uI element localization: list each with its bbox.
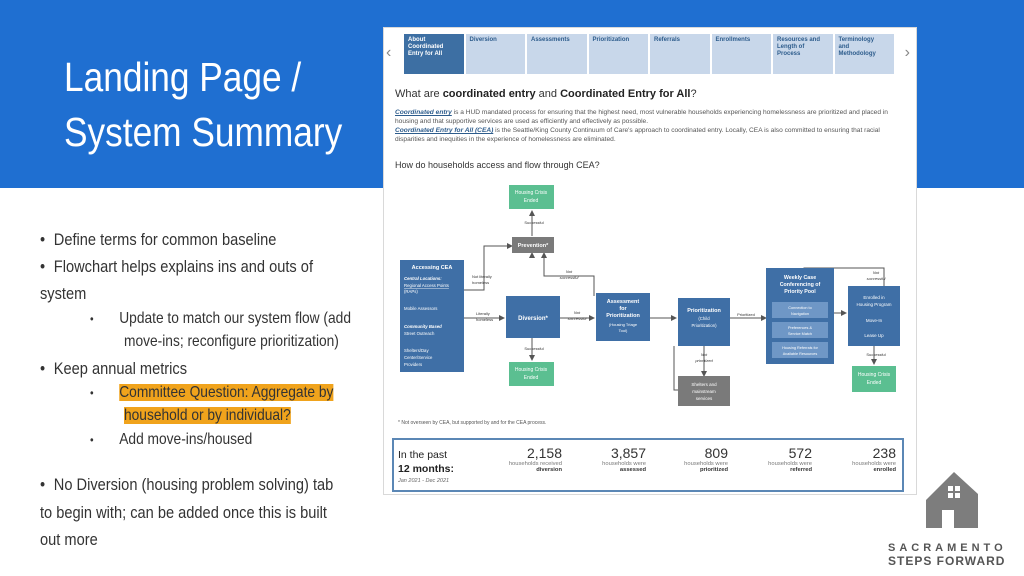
svg-text:Service Match: Service Match xyxy=(787,332,813,336)
svg-text:homeless: homeless xyxy=(476,317,494,322)
tab-enrollments[interactable]: Enrollments xyxy=(712,34,772,74)
bullet-annual-metrics: • Keep annual metrics xyxy=(40,359,188,378)
svg-text:Housing Crisis: Housing Crisis xyxy=(514,367,548,373)
tab-terminology[interactable]: Terminology and Methodology xyxy=(835,34,895,74)
bullet-define-terms: • Define terms for common baseline xyxy=(40,230,277,249)
metric-assessed: 3,857 households were assessed xyxy=(602,445,646,473)
bullet-flowchart-cont: system xyxy=(40,284,87,303)
tab-diversion[interactable]: Diversion xyxy=(466,34,526,74)
svg-text:Not: Not xyxy=(700,352,708,357)
metrics-heading: In the past 12 months: xyxy=(398,449,455,475)
svg-text:Shelters/Day: Shelters/Day xyxy=(404,348,429,353)
svg-text:Regional Access Points: Regional Access Points xyxy=(404,283,449,288)
crisis-ended-top-box xyxy=(509,185,554,209)
title-line-1: Landing Page / xyxy=(64,54,302,100)
subbullet-update-flow: • Update to match our system flow (add xyxy=(90,310,351,327)
tab-assessments[interactable]: Assessments xyxy=(527,34,587,74)
subbullet-move-ins: • Add move-ins/housed xyxy=(90,431,253,448)
dashboard-screenshot xyxy=(383,27,917,495)
question-heading: What are coordinated entry and Coordinated Entry for All? xyxy=(395,88,697,100)
svg-text:Diversion*: Diversion* xyxy=(518,316,548,322)
cea-link[interactable]: Coordinated Entry for All (CEA) xyxy=(395,127,494,134)
svg-text:Prevention*: Prevention* xyxy=(517,243,549,249)
svg-text:Accessing CEA: Accessing CEA xyxy=(411,265,453,271)
metric-enrolled: 238 households were enrolled xyxy=(852,445,896,473)
svg-text:prioritized: prioritized xyxy=(695,358,713,363)
svg-text:successful: successful xyxy=(567,316,587,321)
svg-text:mainstream: mainstream xyxy=(692,389,716,394)
svg-text:Prioritized: Prioritized xyxy=(737,312,755,317)
bullet-flowchart: • Flowchart helps explains ins and outs of xyxy=(40,257,314,276)
subbullet-committee-question-cont: household or by individual? xyxy=(124,407,291,424)
house-logo-icon xyxy=(922,470,982,532)
svg-text:Assessment: Assessment xyxy=(606,299,640,305)
svg-text:Housing Referrals for: Housing Referrals for xyxy=(782,346,818,350)
tab-resources[interactable]: Resources and Length of Process xyxy=(773,34,833,74)
svg-text:successful: successful xyxy=(866,276,886,281)
svg-text:Successful: Successful xyxy=(866,352,886,357)
definition-paragraph: Coordinated entry is a HUD mandated process for ensuring that the highest need, most vulnerable households experiencing homelessness are prioritized and placed in housing and that supportive services are used as efficiently and effectively as possible. Coordinated Entry for All (CEA) is the Seattle/King County Continuum of Care's approach to coordinated entry. Locally, CEA is also committed to ensuring that racial disparities and inequities in the experience of homelessness are eliminated. xyxy=(395,109,888,143)
svg-text:services: services xyxy=(695,396,713,401)
coordinated-entry-link[interactable]: Coordinated entry xyxy=(395,109,452,116)
svg-text:homeless: homeless xyxy=(472,280,490,285)
metric-diversion: 2,158 households received diversion xyxy=(508,445,562,473)
svg-text:Housing Program: Housing Program xyxy=(856,302,892,307)
svg-text:Preferences &: Preferences & xyxy=(787,326,813,330)
footnote: * Not overseen by CEA, but supported by and for the CEA process. xyxy=(398,420,547,426)
prev-arrow-icon[interactable]: ‹ xyxy=(386,44,392,61)
metrics-range: Jan 2021 - Dec 2021 xyxy=(398,478,450,484)
metrics-summary xyxy=(392,438,904,492)
svg-text:successful: successful xyxy=(559,275,579,280)
title-line-2: System Summary xyxy=(64,109,343,155)
svg-text:Mobile Assessors: Mobile Assessors xyxy=(404,306,438,311)
svg-text:Housing Crisis: Housing Crisis xyxy=(857,372,891,378)
svg-text:Prioritization: Prioritization xyxy=(606,313,640,319)
svg-text:(Child: (Child xyxy=(698,316,710,321)
svg-text:Successful: Successful xyxy=(524,220,544,225)
svg-text:Prioritization): Prioritization) xyxy=(691,323,717,328)
svg-text:Not: Not xyxy=(565,269,573,274)
svg-text:(Housing Triage: (Housing Triage xyxy=(608,322,638,327)
slide-title xyxy=(64,50,343,160)
svg-text:Successful: Successful xyxy=(524,346,544,351)
svg-text:Street Outreach: Street Outreach xyxy=(404,331,435,336)
crisis-ended-top-text: Housing Crisis xyxy=(514,190,548,196)
svg-text:Not: Not xyxy=(573,310,581,315)
tab-referrals[interactable]: Referrals xyxy=(650,34,710,74)
svg-text:Conferencing of: Conferencing of xyxy=(779,282,821,288)
prioritization-box xyxy=(678,298,730,346)
svg-text:Priority Pool: Priority Pool xyxy=(784,289,816,295)
svg-text:Prioritization: Prioritization xyxy=(687,308,721,314)
metric-referred: 572 households were referred xyxy=(768,445,812,473)
svg-text:Literally: Literally xyxy=(476,311,490,316)
svg-text:(RAPs): (RAPs) xyxy=(404,289,418,294)
svg-text:for: for xyxy=(619,306,627,312)
svg-text:Ended: Ended xyxy=(523,198,539,204)
svg-text:Ended: Ended xyxy=(866,380,882,386)
bullet-no-diversion-cont2: out more xyxy=(40,530,98,549)
svg-text:Central Locations:: Central Locations: xyxy=(404,276,442,281)
next-arrow-icon[interactable]: › xyxy=(904,44,910,61)
svg-text:Community Based: Community Based xyxy=(404,324,442,329)
svg-text:Providers: Providers xyxy=(404,362,423,367)
subbullet-committee-question: • Committee Question: Aggregate by xyxy=(90,384,334,401)
org-logo-text: SACRAMENTO STEPS FORWARD xyxy=(888,542,1007,568)
svg-text:Center/Service: Center/Service xyxy=(404,355,433,360)
tab-prioritization[interactable]: Prioritization xyxy=(589,34,649,74)
svg-text:Weekly Case: Weekly Case xyxy=(783,275,817,281)
svg-text:Shelters and: Shelters and xyxy=(691,382,717,387)
svg-text:Move-In: Move-In xyxy=(865,318,883,323)
svg-text:Connection to: Connection to xyxy=(788,306,812,310)
svg-text:Available Resources: Available Resources xyxy=(782,352,818,356)
tab-about[interactable]: About Coordinated Entry for All xyxy=(404,34,464,74)
svg-text:Not: Not xyxy=(872,270,880,275)
svg-text:Tool): Tool) xyxy=(618,328,628,333)
flow-question: How do households access and flow through CEA? xyxy=(395,160,600,170)
subbullet-update-flow-cont: move-ins; reconfigure prioritization) xyxy=(124,333,339,350)
svg-text:Not literally: Not literally xyxy=(472,274,492,279)
svg-text:Ended: Ended xyxy=(523,375,539,381)
svg-text:Enrolled in: Enrolled in xyxy=(863,295,885,300)
crisis-ended-bottom-box xyxy=(509,362,554,386)
crisis-ended-final-box xyxy=(852,366,896,392)
metric-prioritized: 809 households were prioritized xyxy=(684,445,728,473)
svg-text:Navigation: Navigation xyxy=(791,312,809,316)
bullet-no-diversion: • No Diversion (housing problem solving) tab xyxy=(40,475,334,494)
bullet-no-diversion-cont: to begin with; can be added once this is built xyxy=(40,503,327,522)
svg-text:Lease Up: Lease Up xyxy=(864,333,884,338)
